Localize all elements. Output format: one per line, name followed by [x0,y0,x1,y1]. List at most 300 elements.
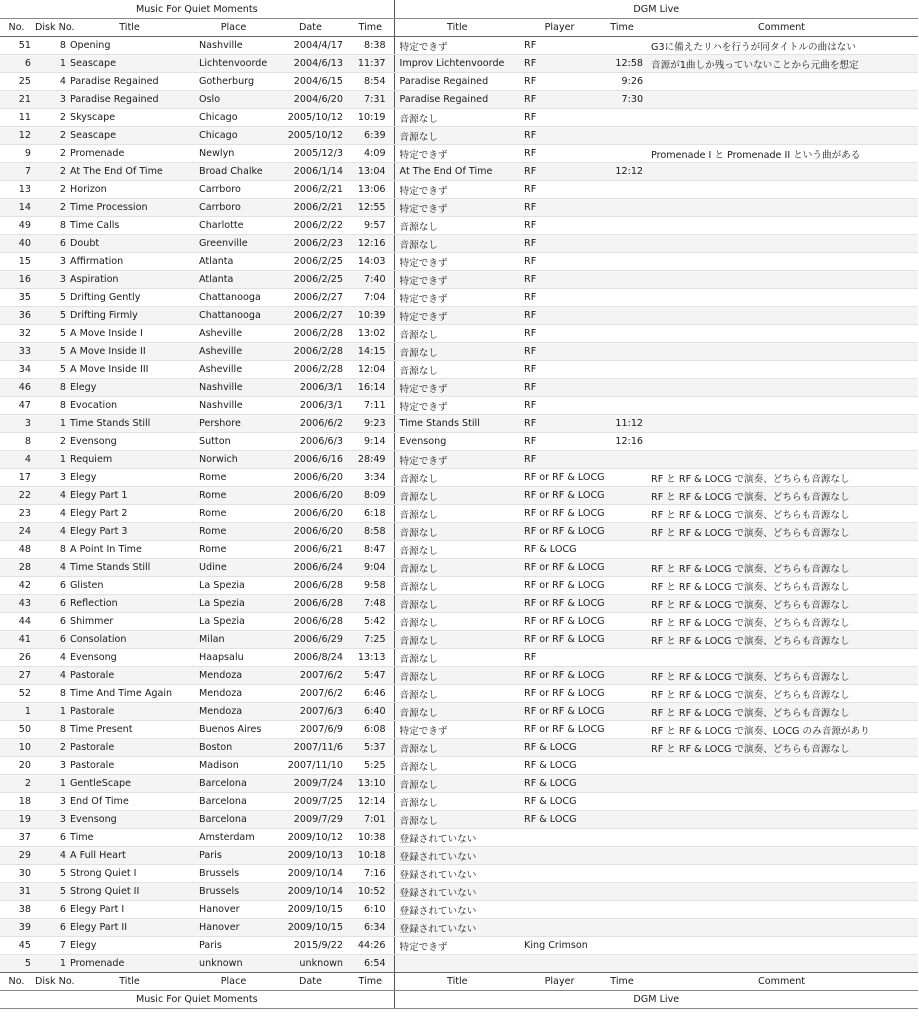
cell-comment [645,235,918,253]
cell-place: La Spezia [193,613,274,631]
table-row [0,739,918,757]
cell-place: Boston [193,739,274,757]
cell-dgm-title: 登録されていない [394,901,520,919]
cell-player [520,955,599,973]
cell-title: Shimmer [66,613,193,631]
table-row [0,343,918,361]
cell-time: 14:15 [347,343,394,361]
cell-dgm-title: 特定できず [394,271,520,289]
cell-place: Milan [193,631,274,649]
cell-player: RF [520,325,599,343]
cell-place: Rome [193,487,274,505]
cell-dgm-title: 登録されていない [394,829,520,847]
cell-place: Lichtenvoorde [193,55,274,73]
cell-title: A Move Inside II [66,343,193,361]
cell-title: Elegy [66,469,193,487]
cell-place: Hanover [193,919,274,937]
cell-comment: RF と RF & LOCG で演奏、どちらも音源なし [645,613,918,631]
cell-player: RF or RF & LOCG [520,487,599,505]
cell-no: 26 [0,649,33,667]
cell-place: unknown [193,955,274,973]
cell-no: 20 [0,757,33,775]
table-row [0,883,918,901]
cell-player: King Crimson [520,937,599,955]
cell-disk-no: 2 [33,181,66,199]
cell-comment [645,883,918,901]
cell-dgm-time [599,397,645,415]
cell-player: RF [520,415,599,433]
cell-no: 24 [0,523,33,541]
cell-dgm-time [599,829,645,847]
cell-comment [645,379,918,397]
cell-title: Pastorale [66,757,193,775]
cell-dgm-title: 音源なし [394,559,520,577]
cell-time: 12:04 [347,361,394,379]
cell-dgm-time [599,793,645,811]
cell-disk-no: 2 [33,109,66,127]
cell-player: RF or RF & LOCG [520,667,599,685]
cell-time: 7:04 [347,289,394,307]
cell-dgm-title: 音源なし [394,649,520,667]
cell-disk-no: 2 [33,163,66,181]
cell-title: Promenade [66,955,193,973]
cell-disk-no: 8 [33,217,66,235]
cell-title: A Full Heart [66,847,193,865]
cell-disk-no: 4 [33,73,66,91]
foot-col-dgm-title: Title [394,973,520,991]
cell-title: Glisten [66,577,193,595]
cell-title: Promenade [66,145,193,163]
cell-place: Carrboro [193,199,274,217]
cell-dgm-title [394,955,520,973]
cell-comment [645,109,918,127]
cell-no: 10 [0,739,33,757]
cell-player: RF [520,289,599,307]
cell-comment: RF と RF & LOCG で演奏、どちらも音源なし [645,685,918,703]
cell-comment [645,307,918,325]
cell-dgm-title: 音源なし [394,757,520,775]
col-player: Player [520,19,599,37]
cell-date: 2006/2/22 [274,217,347,235]
cell-time: 5:42 [347,613,394,631]
table-row [0,559,918,577]
cell-no: 44 [0,613,33,631]
cell-title: Evensong [66,433,193,451]
cell-disk-no: 6 [33,577,66,595]
cell-place: Chicago [193,127,274,145]
cell-comment [645,91,918,109]
cell-comment [645,253,918,271]
cell-dgm-time [599,253,645,271]
cell-disk-no: 4 [33,523,66,541]
cell-disk-no: 2 [33,433,66,451]
cell-dgm-time [599,739,645,757]
cell-place: Brussels [193,883,274,901]
cell-dgm-time: 11:12 [599,415,645,433]
cell-disk-no: 1 [33,55,66,73]
cell-no: 50 [0,721,33,739]
cell-no: 35 [0,289,33,307]
cell-disk-no: 2 [33,199,66,217]
cell-dgm-time [599,901,645,919]
cell-disk-no: 2 [33,739,66,757]
cell-time: 9:57 [347,217,394,235]
cell-no: 34 [0,361,33,379]
cell-player [520,901,599,919]
cell-place: Haapsalu [193,649,274,667]
cell-place: Barcelona [193,775,274,793]
cell-date: 2006/2/28 [274,325,347,343]
cell-comment [645,955,918,973]
cell-title: Pastorale [66,667,193,685]
cell-disk-no: 1 [33,955,66,973]
cell-time: 13:02 [347,325,394,343]
cell-disk-no: 4 [33,847,66,865]
cell-dgm-time [599,487,645,505]
cell-title: Skyscape [66,109,193,127]
cell-no: 43 [0,595,33,613]
cell-player: RF [520,145,599,163]
cell-disk-no: 2 [33,145,66,163]
cell-disk-no: 7 [33,937,66,955]
cell-no: 16 [0,271,33,289]
table-row [0,775,918,793]
cell-title: End Of Time [66,793,193,811]
cell-time: 6:40 [347,703,394,721]
cell-disk-no: 3 [33,469,66,487]
cell-player: RF [520,433,599,451]
cell-time: 12:14 [347,793,394,811]
cell-disk-no: 3 [33,271,66,289]
cell-time: 9:04 [347,559,394,577]
cell-player: RF [520,307,599,325]
cell-no: 8 [0,433,33,451]
cell-title: Pastorale [66,703,193,721]
cell-place: Rome [193,541,274,559]
cell-title: Time Stands Still [66,415,193,433]
table-row [0,271,918,289]
cell-title: Seascape [66,55,193,73]
cell-place: Chattanooga [193,307,274,325]
cell-disk-no: 8 [33,541,66,559]
cell-date: 2006/3/1 [274,379,347,397]
table-row [0,505,918,523]
cell-title: Elegy Part II [66,919,193,937]
cell-time: 12:55 [347,199,394,217]
cell-place: Madison [193,757,274,775]
cell-disk-no: 8 [33,37,66,55]
cell-dgm-time [599,883,645,901]
cell-time: 6:34 [347,919,394,937]
cell-dgm-title: At The End Of Time [394,163,520,181]
cell-player: RF or RF & LOCG [520,613,599,631]
cell-dgm-title: 特定できず [394,289,520,307]
cell-time: 8:58 [347,523,394,541]
cell-disk-no: 6 [33,631,66,649]
cell-title: A Move Inside III [66,361,193,379]
cell-time: 9:14 [347,433,394,451]
group-footer-row [0,991,918,1009]
cell-date: 2005/12/3 [274,145,347,163]
group-header-row [0,0,918,19]
cell-dgm-time [599,307,645,325]
cell-player: RF [520,451,599,469]
cell-player: RF or RF & LOCG [520,523,599,541]
table-row [0,631,918,649]
cell-player: RF [520,91,599,109]
cell-comment [645,181,918,199]
cell-comment: Promenade I と Promenade II という曲がある [645,145,918,163]
cell-date: 2006/6/28 [274,577,347,595]
cell-comment: RF と RF & LOCG で演奏、どちらも音源なし [645,469,918,487]
cell-date: 2006/6/2 [274,415,347,433]
cell-title: Pastorale [66,739,193,757]
cell-disk-no: 1 [33,415,66,433]
table-row [0,721,918,739]
cell-place: Rome [193,505,274,523]
foot-col-dgm-time: Time [599,973,645,991]
cell-player [520,829,599,847]
cell-title: Opening [66,37,193,55]
cell-player: RF [520,199,599,217]
table-row [0,73,918,91]
cell-comment [645,919,918,937]
cell-date: 2006/1/14 [274,163,347,181]
cell-date: 2006/2/25 [274,253,347,271]
cell-place: Nashville [193,397,274,415]
cell-dgm-title: 音源なし [394,577,520,595]
cell-player: RF [520,109,599,127]
cell-comment [645,271,918,289]
cell-date: 2005/10/12 [274,127,347,145]
cell-player: RF & LOCG [520,811,599,829]
cell-no: 40 [0,235,33,253]
table-row [0,361,918,379]
cell-player: RF & LOCG [520,793,599,811]
table-row [0,811,918,829]
cell-place: Gotherburg [193,73,274,91]
cell-disk-no: 6 [33,595,66,613]
cell-comment [645,775,918,793]
cell-comment: RF と RF & LOCG で演奏、LOCG のみ音源があり [645,721,918,739]
cell-player: RF or RF & LOCG [520,685,599,703]
cell-no: 29 [0,847,33,865]
cell-comment [645,649,918,667]
cell-player: RF [520,127,599,145]
cell-dgm-title: 音源なし [394,127,520,145]
cell-dgm-time [599,37,645,55]
cell-comment [645,289,918,307]
cell-date: 2006/2/28 [274,343,347,361]
cell-time: 11:37 [347,55,394,73]
cell-no: 48 [0,541,33,559]
cell-time: 8:54 [347,73,394,91]
col-date: Date [274,19,347,37]
cell-time: 8:38 [347,37,394,55]
cell-dgm-time: 12:16 [599,433,645,451]
cell-comment [645,325,918,343]
cell-time: 13:06 [347,181,394,199]
group-left-title: Music For Quiet Moments [0,0,394,19]
cell-place: Nashville [193,379,274,397]
cell-dgm-title: 音源なし [394,505,520,523]
cell-player: RF [520,37,599,55]
cell-comment [645,541,918,559]
cell-dgm-title: 特定できず [394,451,520,469]
cell-player: RF [520,181,599,199]
cell-disk-no: 1 [33,451,66,469]
cell-place: Nashville [193,37,274,55]
table-row [0,469,918,487]
cell-place: Barcelona [193,793,274,811]
foot-col-comment: Comment [645,973,918,991]
cell-date: 2006/6/16 [274,451,347,469]
cell-title: Time Stands Still [66,559,193,577]
cell-time: 5:37 [347,739,394,757]
cell-dgm-title: 音源なし [394,361,520,379]
table-row [0,325,918,343]
cell-title: Elegy Part 3 [66,523,193,541]
cell-title: Reflection [66,595,193,613]
cell-place: Barcelona [193,811,274,829]
cell-no: 28 [0,559,33,577]
cell-dgm-time [599,595,645,613]
cell-dgm-title: 音源なし [394,469,520,487]
cell-place: Paris [193,847,274,865]
cell-place: Pershore [193,415,274,433]
cell-dgm-title: Evensong [394,433,520,451]
cell-dgm-title: 音源なし [394,487,520,505]
cell-no: 30 [0,865,33,883]
cell-dgm-title: 音源なし [394,811,520,829]
cell-dgm-title: 音源なし [394,739,520,757]
cell-dgm-time [599,541,645,559]
cell-date: 2006/6/28 [274,613,347,631]
cell-place: Paris [193,937,274,955]
cell-dgm-title: Paradise Regained [394,91,520,109]
cell-dgm-time [599,469,645,487]
cell-comment [645,865,918,883]
cell-time: 4:09 [347,145,394,163]
col-dgm-time: Time [599,19,645,37]
cell-dgm-time [599,559,645,577]
cell-dgm-title: 音源なし [394,775,520,793]
cell-dgm-title: 音源なし [394,235,520,253]
table-row [0,55,918,73]
cell-date: 2006/6/20 [274,487,347,505]
cell-no: 33 [0,343,33,361]
cell-time: 7:01 [347,811,394,829]
col-comment: Comment [645,19,918,37]
cell-no: 17 [0,469,33,487]
cell-date: 2009/10/14 [274,865,347,883]
cell-title: Strong Quiet II [66,883,193,901]
cell-player: RF [520,649,599,667]
cell-player [520,919,599,937]
cell-time: 5:47 [347,667,394,685]
cell-dgm-time [599,649,645,667]
table-row [0,145,918,163]
cell-player: RF or RF & LOCG [520,469,599,487]
cell-date: 2004/6/20 [274,91,347,109]
table-row [0,685,918,703]
cell-dgm-title: 音源なし [394,703,520,721]
cell-date: unknown [274,955,347,973]
cell-place: Charlotte [193,217,274,235]
table-row [0,703,918,721]
cell-dgm-time [599,937,645,955]
cell-dgm-title: 特定できず [394,181,520,199]
cell-place: Broad Chalke [193,163,274,181]
cell-date: 2004/4/17 [274,37,347,55]
cell-title: Drifting Firmly [66,307,193,325]
col-title: Title [66,19,193,37]
table-row [0,829,918,847]
cell-dgm-title: 特定できず [394,199,520,217]
table-row [0,235,918,253]
cell-place: Rome [193,523,274,541]
cell-comment [645,415,918,433]
cell-time: 10:18 [347,847,394,865]
table-row [0,109,918,127]
cell-date: 2007/11/10 [274,757,347,775]
cell-comment [645,343,918,361]
table-row [0,91,918,109]
cell-dgm-time [599,217,645,235]
cell-player [520,865,599,883]
cell-dgm-title: 音源なし [394,685,520,703]
foot-group-left-title: Music For Quiet Moments [0,991,394,1009]
cell-dgm-time [599,325,645,343]
cell-place: Asheville [193,361,274,379]
cell-dgm-time [599,181,645,199]
cell-player [520,883,599,901]
cell-player: RF & LOCG [520,739,599,757]
cell-date: 2009/10/12 [274,829,347,847]
cell-comment: RF と RF & LOCG で演奏、どちらも音源なし [645,577,918,595]
cell-player: RF or RF & LOCG [520,595,599,613]
cell-dgm-time [599,703,645,721]
table-row [0,415,918,433]
cell-dgm-title: 特定できず [394,253,520,271]
cell-no: 19 [0,811,33,829]
column-footer-row [0,973,918,991]
cell-title: Elegy Part 2 [66,505,193,523]
column-header-row [0,19,918,37]
table-row [0,595,918,613]
cell-dgm-time [599,289,645,307]
table-row [0,433,918,451]
cell-title: Evensong [66,811,193,829]
cell-date: 2007/6/3 [274,703,347,721]
cell-comment [645,829,918,847]
cell-place: Buenos Aires [193,721,274,739]
cell-no: 37 [0,829,33,847]
cell-place: Udine [193,559,274,577]
cell-time: 7:48 [347,595,394,613]
cell-place: Brussels [193,865,274,883]
cell-time: 13:13 [347,649,394,667]
cell-disk-no: 6 [33,919,66,937]
cell-disk-no: 6 [33,613,66,631]
cell-dgm-title: 登録されていない [394,847,520,865]
cell-dgm-title: 音源なし [394,325,520,343]
cell-place: Asheville [193,325,274,343]
table-row [0,181,918,199]
cell-dgm-time [599,721,645,739]
cell-disk-no: 4 [33,505,66,523]
cell-dgm-time [599,523,645,541]
